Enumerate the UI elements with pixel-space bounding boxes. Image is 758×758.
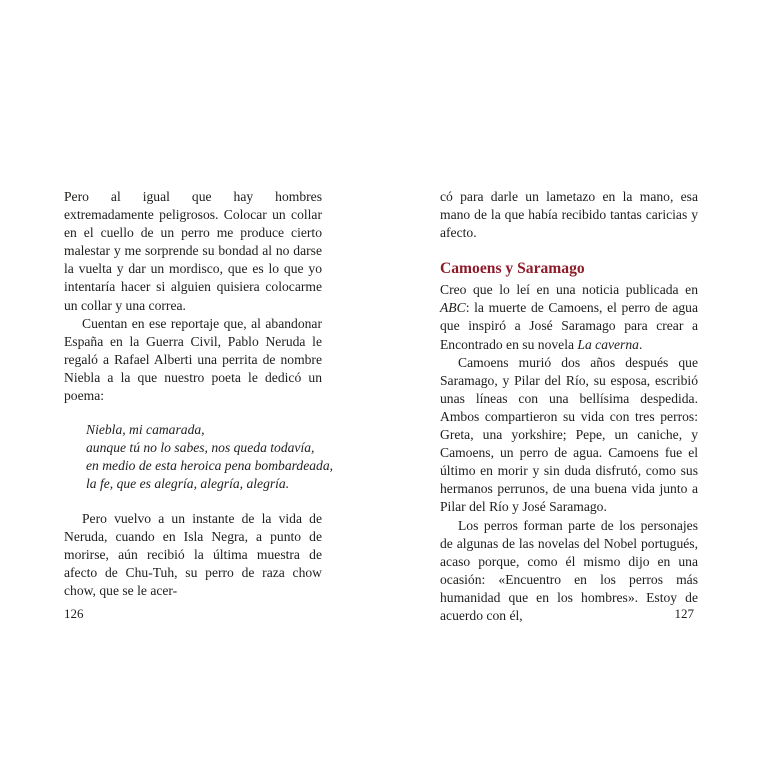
verse-line: Niebla, mi camarada, (86, 422, 205, 438)
page-number-left: 126 (64, 606, 84, 621)
left-paragraph-2: Cuentan en ese reportaje que, al abandonar España en la Guerra Civil, Pablo Neruda le regaló a Rafael Alberti una perrita de nombre Niebla a la que nuestro poeta le dedicó un poema: (64, 315, 322, 404)
section-heading: Camoens y Saramago (440, 260, 585, 278)
text-run: Creo que lo leí en una noticia publicada en (440, 282, 698, 298)
left-paragraph-3: Pero vuelvo a un instante de la vida de Neruda, cuando en Isla Negra, a punto de morirse, aún recibió la última muestra de afecto de Chu-Tuh, su perro de raza chow chow, que se le acer- (64, 510, 322, 598)
right-opening-paragraph: có para darle un lametazo en la mano, esa mano de la que había recibido tantas caricias y afecto. (440, 189, 698, 241)
right-paragraph-1 (440, 281, 698, 353)
verse-line: la fe, que es alegría, alegría, alegría. (86, 476, 290, 492)
text-run: . (638, 336, 643, 352)
left-paragraph-1: Pero al igual que hay hombres extremadamente peligrosos. Colocar un collar en el cuello de un perro me produce cierto malestar y me sorprende su bondad al no darse la vuelta y dar un mordisco, que es lo que yo intentaría hacer si alguien quisiera colocarme un collar y una correa. (64, 189, 322, 313)
source-name: ABC (440, 300, 466, 316)
novel-title: La caverna (577, 336, 639, 352)
right-paragraph-3: Los perros forman parte de los personajes de algunas de las novelas del Nobel portugués, acaso porque, como él mismo dijo en una ocasión: «Encuentro en los perros más humanidad que en los hombres». Estoy de acuerdo con él, (440, 517, 698, 623)
right-paragraph-2: Camoens murió dos años después que Saramago, y Pilar del Río, su esposa, escribió unas líneas con una bellísima despedida. Ambos compartieron su vida con tres perros: Greta, una yorkshire; Pepe, un caniche, y Camoens, un perro de agua. Camoens fue el último en morir y sin duda disfrutó, como sus hermanos perrunos, de una buena vida junto a Pilar del Río y José Saramago. (440, 354, 698, 515)
text-run: : la muerte de Camoens, el perro de agua que inspiró a José Saramago para crear a Encontrado en su novela (440, 300, 698, 352)
poem-verse (86, 421, 334, 493)
verse-line: aunque tú no lo sabes, nos queda todavía, (86, 440, 315, 456)
left-page-body (64, 188, 334, 600)
verse-line: en medio de esta heroica pena bombardeada, (86, 458, 334, 474)
page-number-right: 127 (674, 606, 694, 621)
right-page-body (440, 188, 698, 625)
